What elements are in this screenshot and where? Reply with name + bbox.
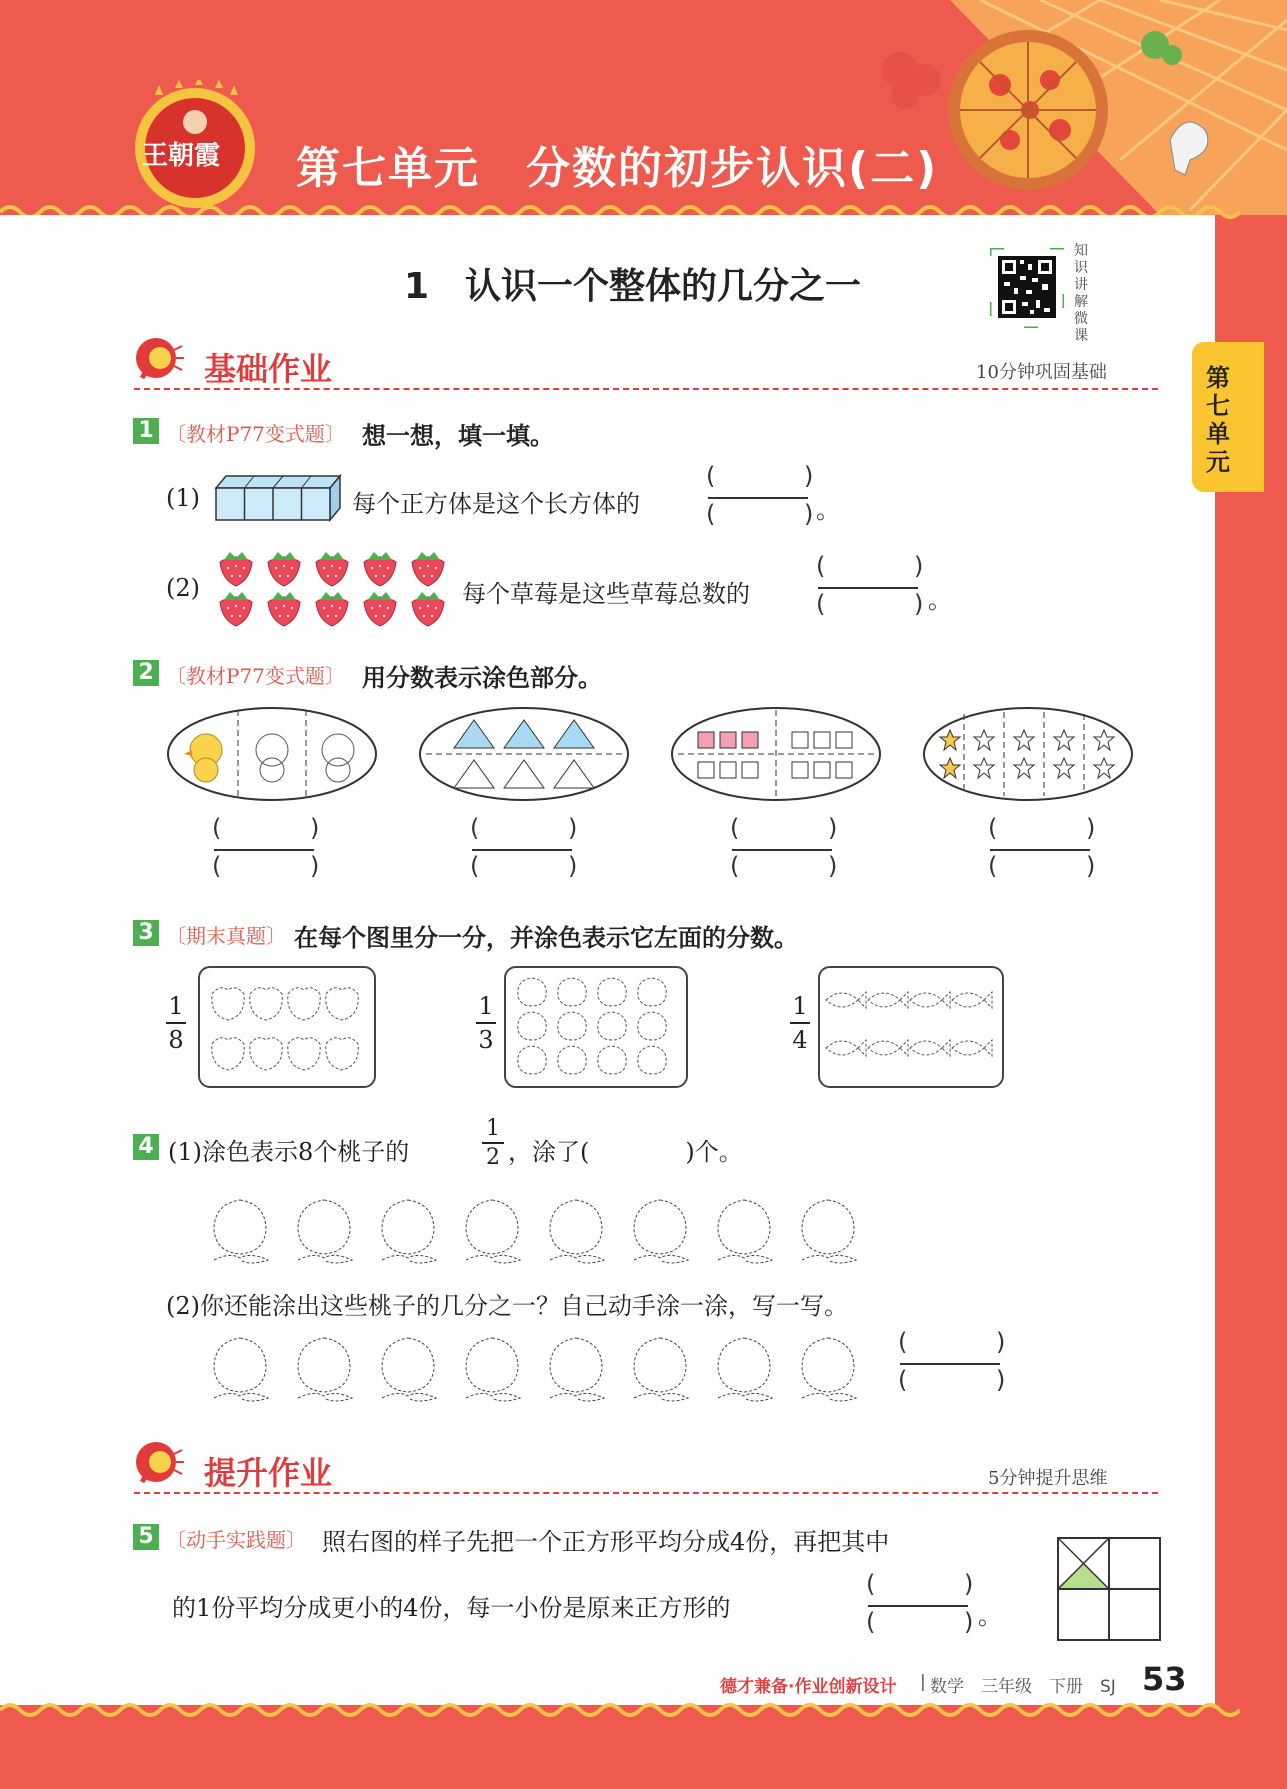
question-text[interactable]: ，涂了( )个。 xyxy=(508,1138,743,1166)
unit-title: 第七单元 分数的初步认识(二) xyxy=(296,143,939,194)
triangles-oval xyxy=(418,706,630,802)
lesson-title: 1 认识一个整体的几分之一 xyxy=(404,266,862,307)
stars-oval xyxy=(922,706,1134,802)
question-number: 3 xyxy=(133,920,159,946)
chicks-oval xyxy=(166,706,378,802)
part-label: (1) xyxy=(166,484,200,512)
question-text: 用分数表示涂色部分。 xyxy=(362,664,602,692)
question-tag: 〔教材P77变式题〕 xyxy=(166,664,345,688)
side-tab-label: 第七单元 xyxy=(1206,364,1230,476)
fish-figure xyxy=(824,980,994,1072)
section-note-basic: 10分钟巩固基础 xyxy=(976,362,1107,383)
bell-icon xyxy=(132,334,184,386)
squares-oval xyxy=(670,706,882,802)
question-text: 的1份平均分成更小的4份，每一小份是原来正方形的 xyxy=(172,1594,731,1622)
section-title-advanced: 提升作业 xyxy=(204,1454,333,1492)
target-fraction: 1 8 xyxy=(166,992,186,1054)
part-text: 每个草莓是这些草莓总数的 xyxy=(462,580,750,608)
part-text: 每个正方体是这个长方体的 xyxy=(352,490,640,518)
question-number: 2 xyxy=(133,660,159,686)
qr-label: 知识讲解微课 xyxy=(1074,243,1088,344)
logo-text: 王朝霞 xyxy=(142,141,221,171)
question-text: (2)你还能涂出这些桃子的几分之一？自己动手涂一涂，写一写。 xyxy=(166,1292,848,1320)
fraction-answer[interactable]: ( ) ( ) xyxy=(866,1570,974,1636)
bell-icon xyxy=(132,1438,184,1490)
question-number: 4 xyxy=(133,1134,159,1160)
fraction-answer[interactable]: ( ) ( ) xyxy=(212,814,320,880)
question-number: 5 xyxy=(133,1524,159,1550)
inline-fraction: 1 2 xyxy=(482,1116,504,1170)
question-tag: 〔动手实践题〕 xyxy=(166,1528,306,1552)
period: 。 xyxy=(928,586,952,614)
fraction-answer[interactable]: ( ) ( ) xyxy=(988,814,1096,880)
question-tag: 〔教材P77变式题〕 xyxy=(166,422,345,446)
wavy-border-bottom xyxy=(0,1695,1240,1725)
fraction-answer[interactable]: ( ) ( ) xyxy=(730,814,838,880)
divider xyxy=(134,1492,1158,1494)
peach-row-1 xyxy=(208,1190,878,1266)
target-fraction: 1 3 xyxy=(476,992,496,1054)
qr-code[interactable] xyxy=(990,248,1064,328)
question-text: 照右图的样子先把一个正方形平均分成4份，再把其中 xyxy=(322,1528,890,1556)
divider xyxy=(134,388,1158,390)
target-fraction: 1 4 xyxy=(790,992,810,1054)
section-note-advanced: 5分钟提升思维 xyxy=(988,1468,1108,1489)
footer-brand: 德才兼备·作业创新设计 xyxy=(720,1677,897,1697)
fraction-answer[interactable]: ( ) ( ) xyxy=(706,462,814,528)
fraction-answer[interactable]: ( ) ( ) xyxy=(898,1328,1006,1394)
fraction-answer[interactable]: ( ) ( ) xyxy=(470,814,578,880)
question-text: 在每个图里分一分，并涂色表示它左面的分数。 xyxy=(294,924,798,952)
strawberries-figure xyxy=(214,548,456,630)
period: 。 xyxy=(816,496,840,524)
question-tag: 〔期末真题〕 xyxy=(166,924,286,948)
divided-square-figure xyxy=(1056,1536,1162,1642)
peaches-figure xyxy=(512,972,678,1080)
period: 。 xyxy=(978,1602,1002,1630)
peach-row-2 xyxy=(208,1328,878,1404)
fraction-answer[interactable]: ( ) ( ) xyxy=(816,552,924,618)
section-title-basic: 基础作业 xyxy=(204,350,333,388)
part-label: (2) xyxy=(166,574,200,602)
question-text: (1)涂色表示8个桃子的 xyxy=(168,1138,410,1166)
side-tab xyxy=(1192,342,1264,492)
page-number: 53 xyxy=(1142,1660,1187,1698)
question-number: 1 xyxy=(133,418,159,444)
cuboid-figure xyxy=(214,472,344,522)
footer-info: 数学 三年级 下册 SJ xyxy=(930,1677,1116,1697)
footer-separator: | xyxy=(920,1672,926,1692)
apples-figure xyxy=(206,976,366,1076)
question-text: 想一想，填一填。 xyxy=(362,422,554,450)
